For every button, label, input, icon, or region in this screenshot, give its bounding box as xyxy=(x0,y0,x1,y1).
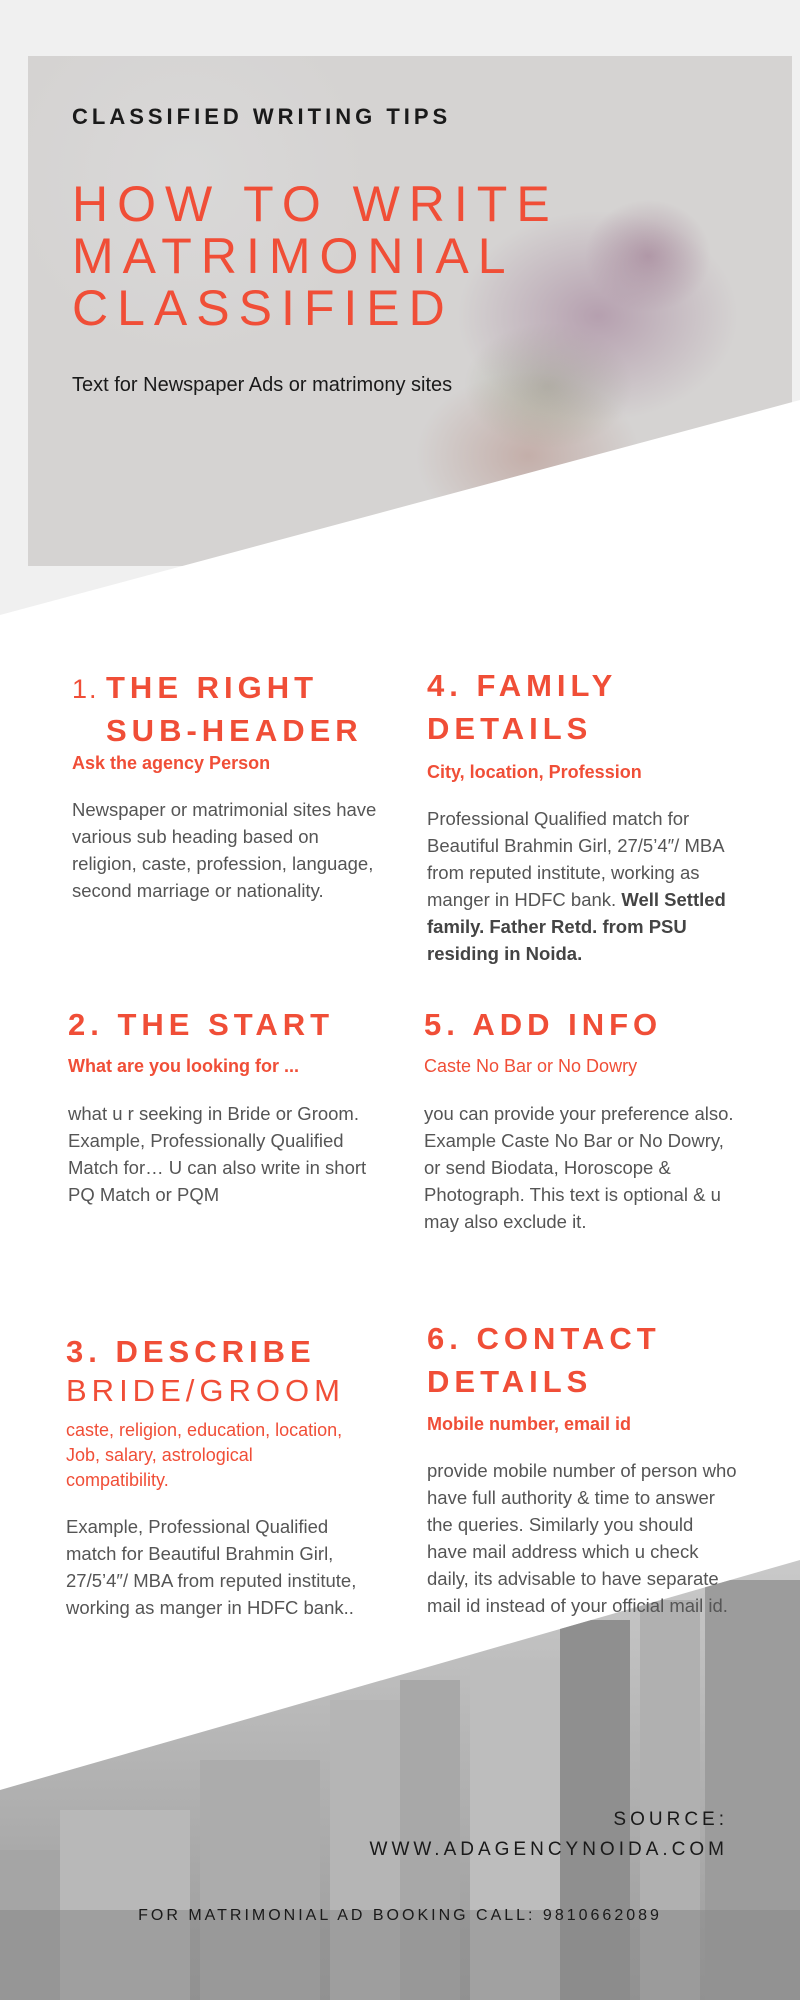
section-title-line: 2. THE START xyxy=(68,1007,335,1042)
section-subtitle: caste, religion, education, location, Job, salary, astrological compatibility. xyxy=(66,1420,343,1490)
booking-call-cta: FOR MATRIMONIAL AD BOOKING CALL: 9810662089 xyxy=(138,1907,662,1924)
section-title-line: SUB-HEADER xyxy=(106,713,363,748)
hero-title xyxy=(72,178,692,334)
section-title xyxy=(72,666,372,752)
section-body: Newspaper or matrimonial sites have various sub heading based on religion, caste, profession, language, second marriage or nationality. xyxy=(72,799,377,901)
section-title-line: 5. ADD INFO xyxy=(424,1007,663,1042)
section-subtitle: Mobile number, email id xyxy=(427,1414,632,1434)
source-label: SOURCE: xyxy=(613,1809,728,1830)
hero-title-line: CLASSIFIED xyxy=(72,280,454,336)
hero-title-line: HOW TO WRITE xyxy=(72,176,559,232)
section-title-line: 4. FAMILY xyxy=(427,668,618,703)
section-body: Example, Professional Qualified match for Beautiful Brahmin Girl, 27/5’4″/ MBA from reputed institute, working as manger in HDFC bank.. xyxy=(66,1516,357,1618)
hero-kicker: CLASSIFIED WRITING TIPS xyxy=(72,104,452,129)
hero-subtitle: Text for Newspaper Ads or matrimony sites xyxy=(72,374,453,396)
section-the-start-title xyxy=(68,1003,388,1046)
section-family-details-title xyxy=(427,664,747,750)
section-contact-details-title xyxy=(427,1317,747,1403)
section-title-line: DETAILS xyxy=(427,1364,593,1399)
section-subtitle: City, location, Profession xyxy=(427,762,642,782)
section-subtitle: What are you looking for ... xyxy=(68,1056,300,1076)
section-describe-title xyxy=(66,1330,396,1409)
section-right-sub-header xyxy=(72,666,372,752)
section-body: what u r seeking in Bride or Groom. Example, Professionally Qualified Match for… U can also write in short PQ Match or PQM xyxy=(68,1103,367,1205)
city-skyline-photo xyxy=(0,1560,800,2000)
section-body: provide mobile number of person who have full authority & time to answer the queries. Similarly you should have mail address which u check daily, its advisable to have separate mail id instead of your official mail id. xyxy=(427,1460,737,1616)
section-title-line: BRIDE/GROOM xyxy=(66,1373,345,1408)
section-body-bold: Well Settled family. Father Retd. from PSU residing in Noida. xyxy=(427,889,726,964)
source-website-link[interactable]: WWW.ADAGENCYNOIDA.COM xyxy=(369,1839,728,1860)
section-subtitle: Caste No Bar or No Dowry xyxy=(424,1056,638,1076)
section-body: you can provide your preference also. Example Caste No Bar or No Dowry, or send Biodata, Horoscope & Photograph. This text is optional & u may also exclude it. xyxy=(424,1103,734,1232)
section-body-text: Professional Qualified match for Beautiful Brahmin Girl, 27/5’4″/ MBA from reputed institute, working as manger in HDFC bank. xyxy=(427,808,724,910)
hero-title-line: MATRIMONIAL xyxy=(72,228,515,284)
source-credit xyxy=(370,1805,728,1865)
section-title-line: 6. CONTACT xyxy=(427,1321,661,1356)
section-add-info-title xyxy=(424,1003,744,1046)
section-body xyxy=(427,805,737,967)
section-title-line: THE RIGHT xyxy=(106,670,319,705)
section-title-line: DETAILS xyxy=(427,711,593,746)
section-number: 1. xyxy=(72,674,99,704)
section-subtitle: Ask the agency Person xyxy=(72,753,271,773)
section-title-line: 3. DESCRIBE xyxy=(66,1334,316,1369)
